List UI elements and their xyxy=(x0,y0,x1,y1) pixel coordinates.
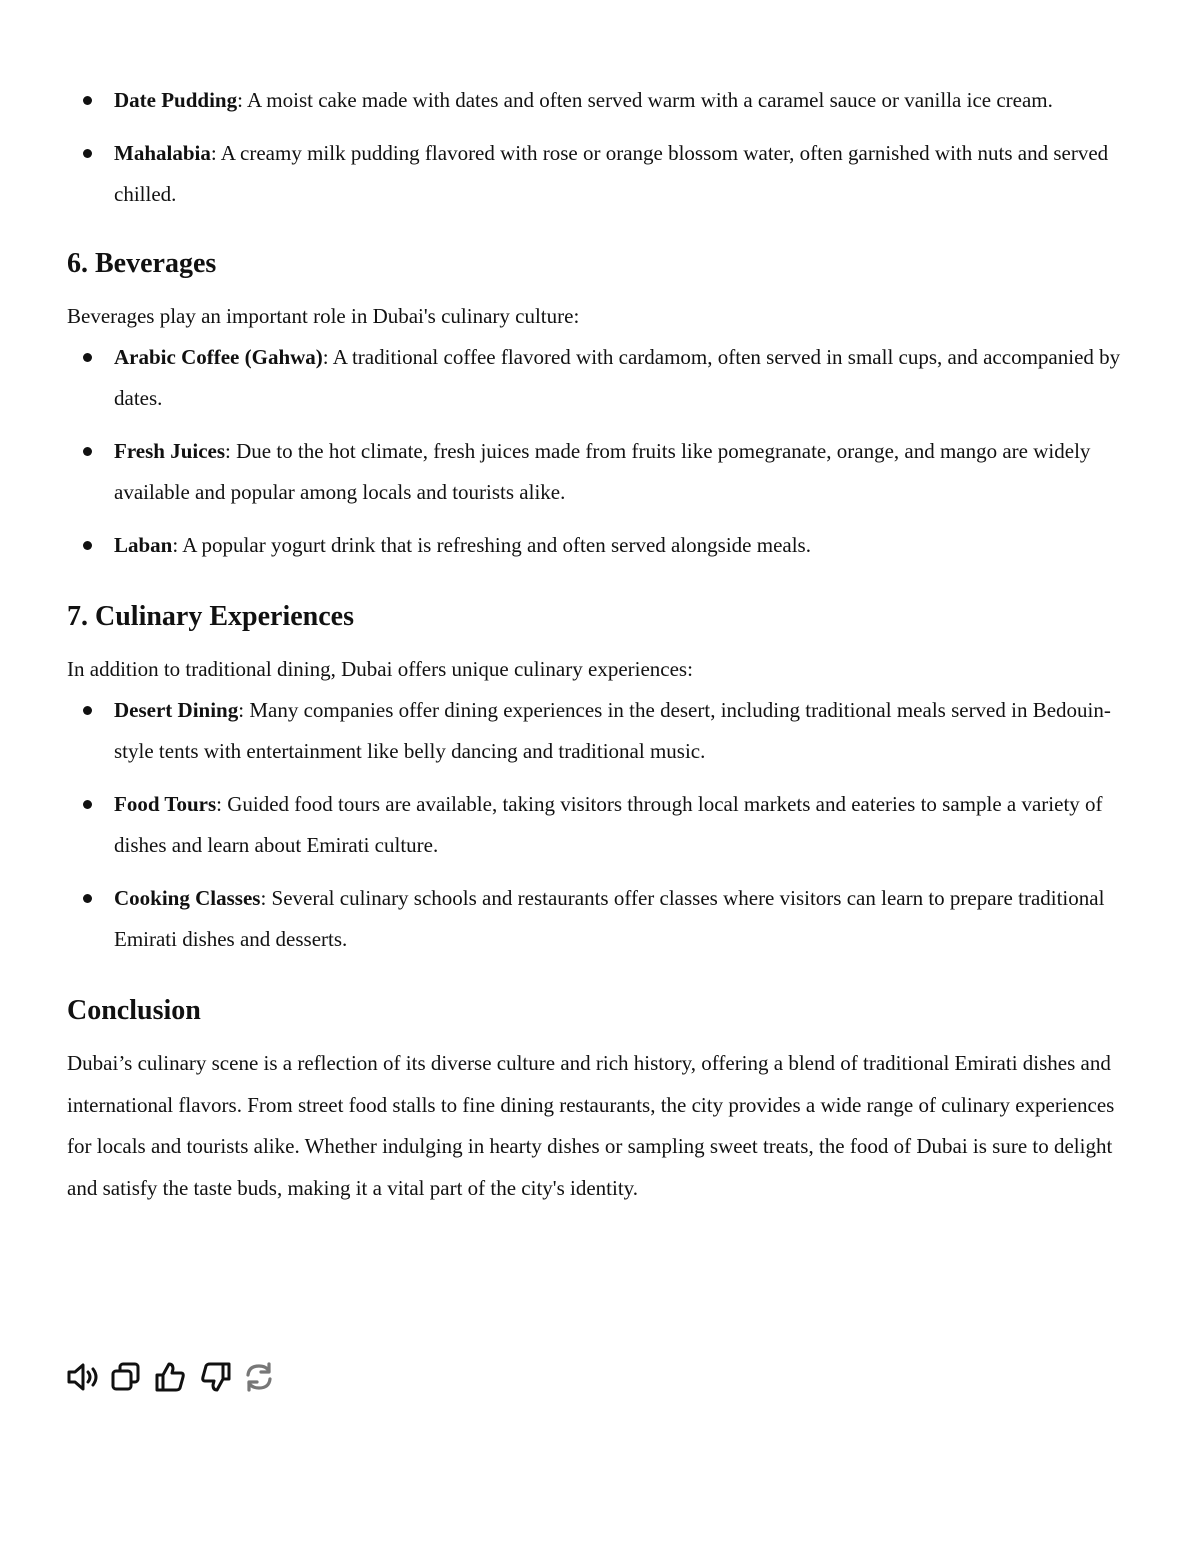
copy-button[interactable] xyxy=(110,1360,154,1394)
thumbs-down-icon xyxy=(198,1361,232,1393)
item-term: Cooking Classes xyxy=(114,886,261,910)
dislike-button[interactable] xyxy=(198,1360,242,1394)
conclusion-text: Dubai’s culinary scene is a reflection of its diverse culture and rich history, offering a blend of traditional Emirati dishes and international flavors. From street food stalls to fine dining restaurants, the city provides a wide range of culinary experiences for locals and tourists alike. Whether indulging in hearty dishes or sampling sweet treats, the food of Dubai is sure to delight and satisfy the taste buds, making it a vital part of the city's identity. xyxy=(67,1051,1115,1200)
list-item xyxy=(67,878,1127,960)
read-aloud-button[interactable] xyxy=(66,1360,110,1394)
bullet-dot xyxy=(83,96,92,105)
item-description: : A moist cake made with dates and often served warm with a caramel sauce or vanilla ice cream. xyxy=(237,88,1053,112)
bullet-dot xyxy=(83,800,92,809)
item-description: : Many companies offer dining experiences in the desert, including traditional meals served in Bedouin-style tents with entertainment like belly dancing and traditional music. xyxy=(114,698,1111,763)
item-description: : A traditional coffee flavored with cardamom, often served in small cups, and accompanied by dates. xyxy=(114,345,1121,410)
item-description: : Guided food tours are available, taking visitors through local markets and eateries to sample a variety of dishes and learn about Emirati culture. xyxy=(114,792,1103,857)
beverages-list xyxy=(67,337,1127,566)
item-description: : A creamy milk pudding flavored with rose or orange blossom water, often garnished with nuts and served chilled. xyxy=(114,141,1109,206)
item-description: : Several culinary schools and restaurants offer classes where visitors can learn to prepare traditional Emirati dishes and desserts. xyxy=(114,886,1105,951)
section-intro-experiences: In addition to traditional dining, Dubai offers unique culinary experiences: xyxy=(67,657,693,681)
item-description: : Due to the hot climate, fresh juices made from fruits like pomegranate, orange, and mango are widely available and popular among locals and tourists alike. xyxy=(114,439,1091,504)
list-item xyxy=(67,784,1127,866)
list-item xyxy=(67,337,1127,419)
bullet-dot xyxy=(83,894,92,903)
bullet-dot xyxy=(83,447,92,456)
item-term: Laban xyxy=(114,533,173,557)
item-term: Date Pudding xyxy=(114,88,238,112)
list-item xyxy=(67,431,1127,513)
like-button[interactable] xyxy=(154,1360,198,1394)
list-item xyxy=(67,525,1127,566)
section-heading-conclusion: Conclusion xyxy=(67,995,201,1026)
item-description: : A popular yogurt drink that is refreshing and often served alongside meals. xyxy=(172,533,811,557)
response-actions xyxy=(66,1360,286,1394)
bullet-dot xyxy=(83,541,92,550)
list-item xyxy=(67,80,1127,121)
speaker-icon xyxy=(66,1362,102,1392)
bullet-dot xyxy=(83,353,92,362)
regenerate-button[interactable] xyxy=(242,1360,286,1394)
item-term: Food Tours xyxy=(114,792,217,816)
list-item xyxy=(67,690,1127,772)
section-heading-experiences: 7. Culinary Experiences xyxy=(67,601,354,632)
item-term: Desert Dining xyxy=(114,698,239,722)
section-intro-beverages: Beverages play an important role in Dubai's culinary culture: xyxy=(67,304,580,328)
experiences-list xyxy=(67,690,1127,960)
list-item xyxy=(67,133,1127,215)
item-term: Mahalabia xyxy=(114,141,211,165)
item-term: Fresh Juices xyxy=(114,439,226,463)
dessert-list xyxy=(67,80,1127,215)
section-heading-beverages: 6. Beverages xyxy=(67,248,217,279)
bullet-dot xyxy=(83,149,92,158)
item-term: Arabic Coffee (Gahwa) xyxy=(114,345,323,369)
bullet-dot xyxy=(83,706,92,715)
copy-icon xyxy=(110,1362,144,1392)
regenerate-icon xyxy=(242,1361,276,1393)
thumbs-up-icon xyxy=(154,1361,188,1393)
response-content xyxy=(67,80,1127,1209)
